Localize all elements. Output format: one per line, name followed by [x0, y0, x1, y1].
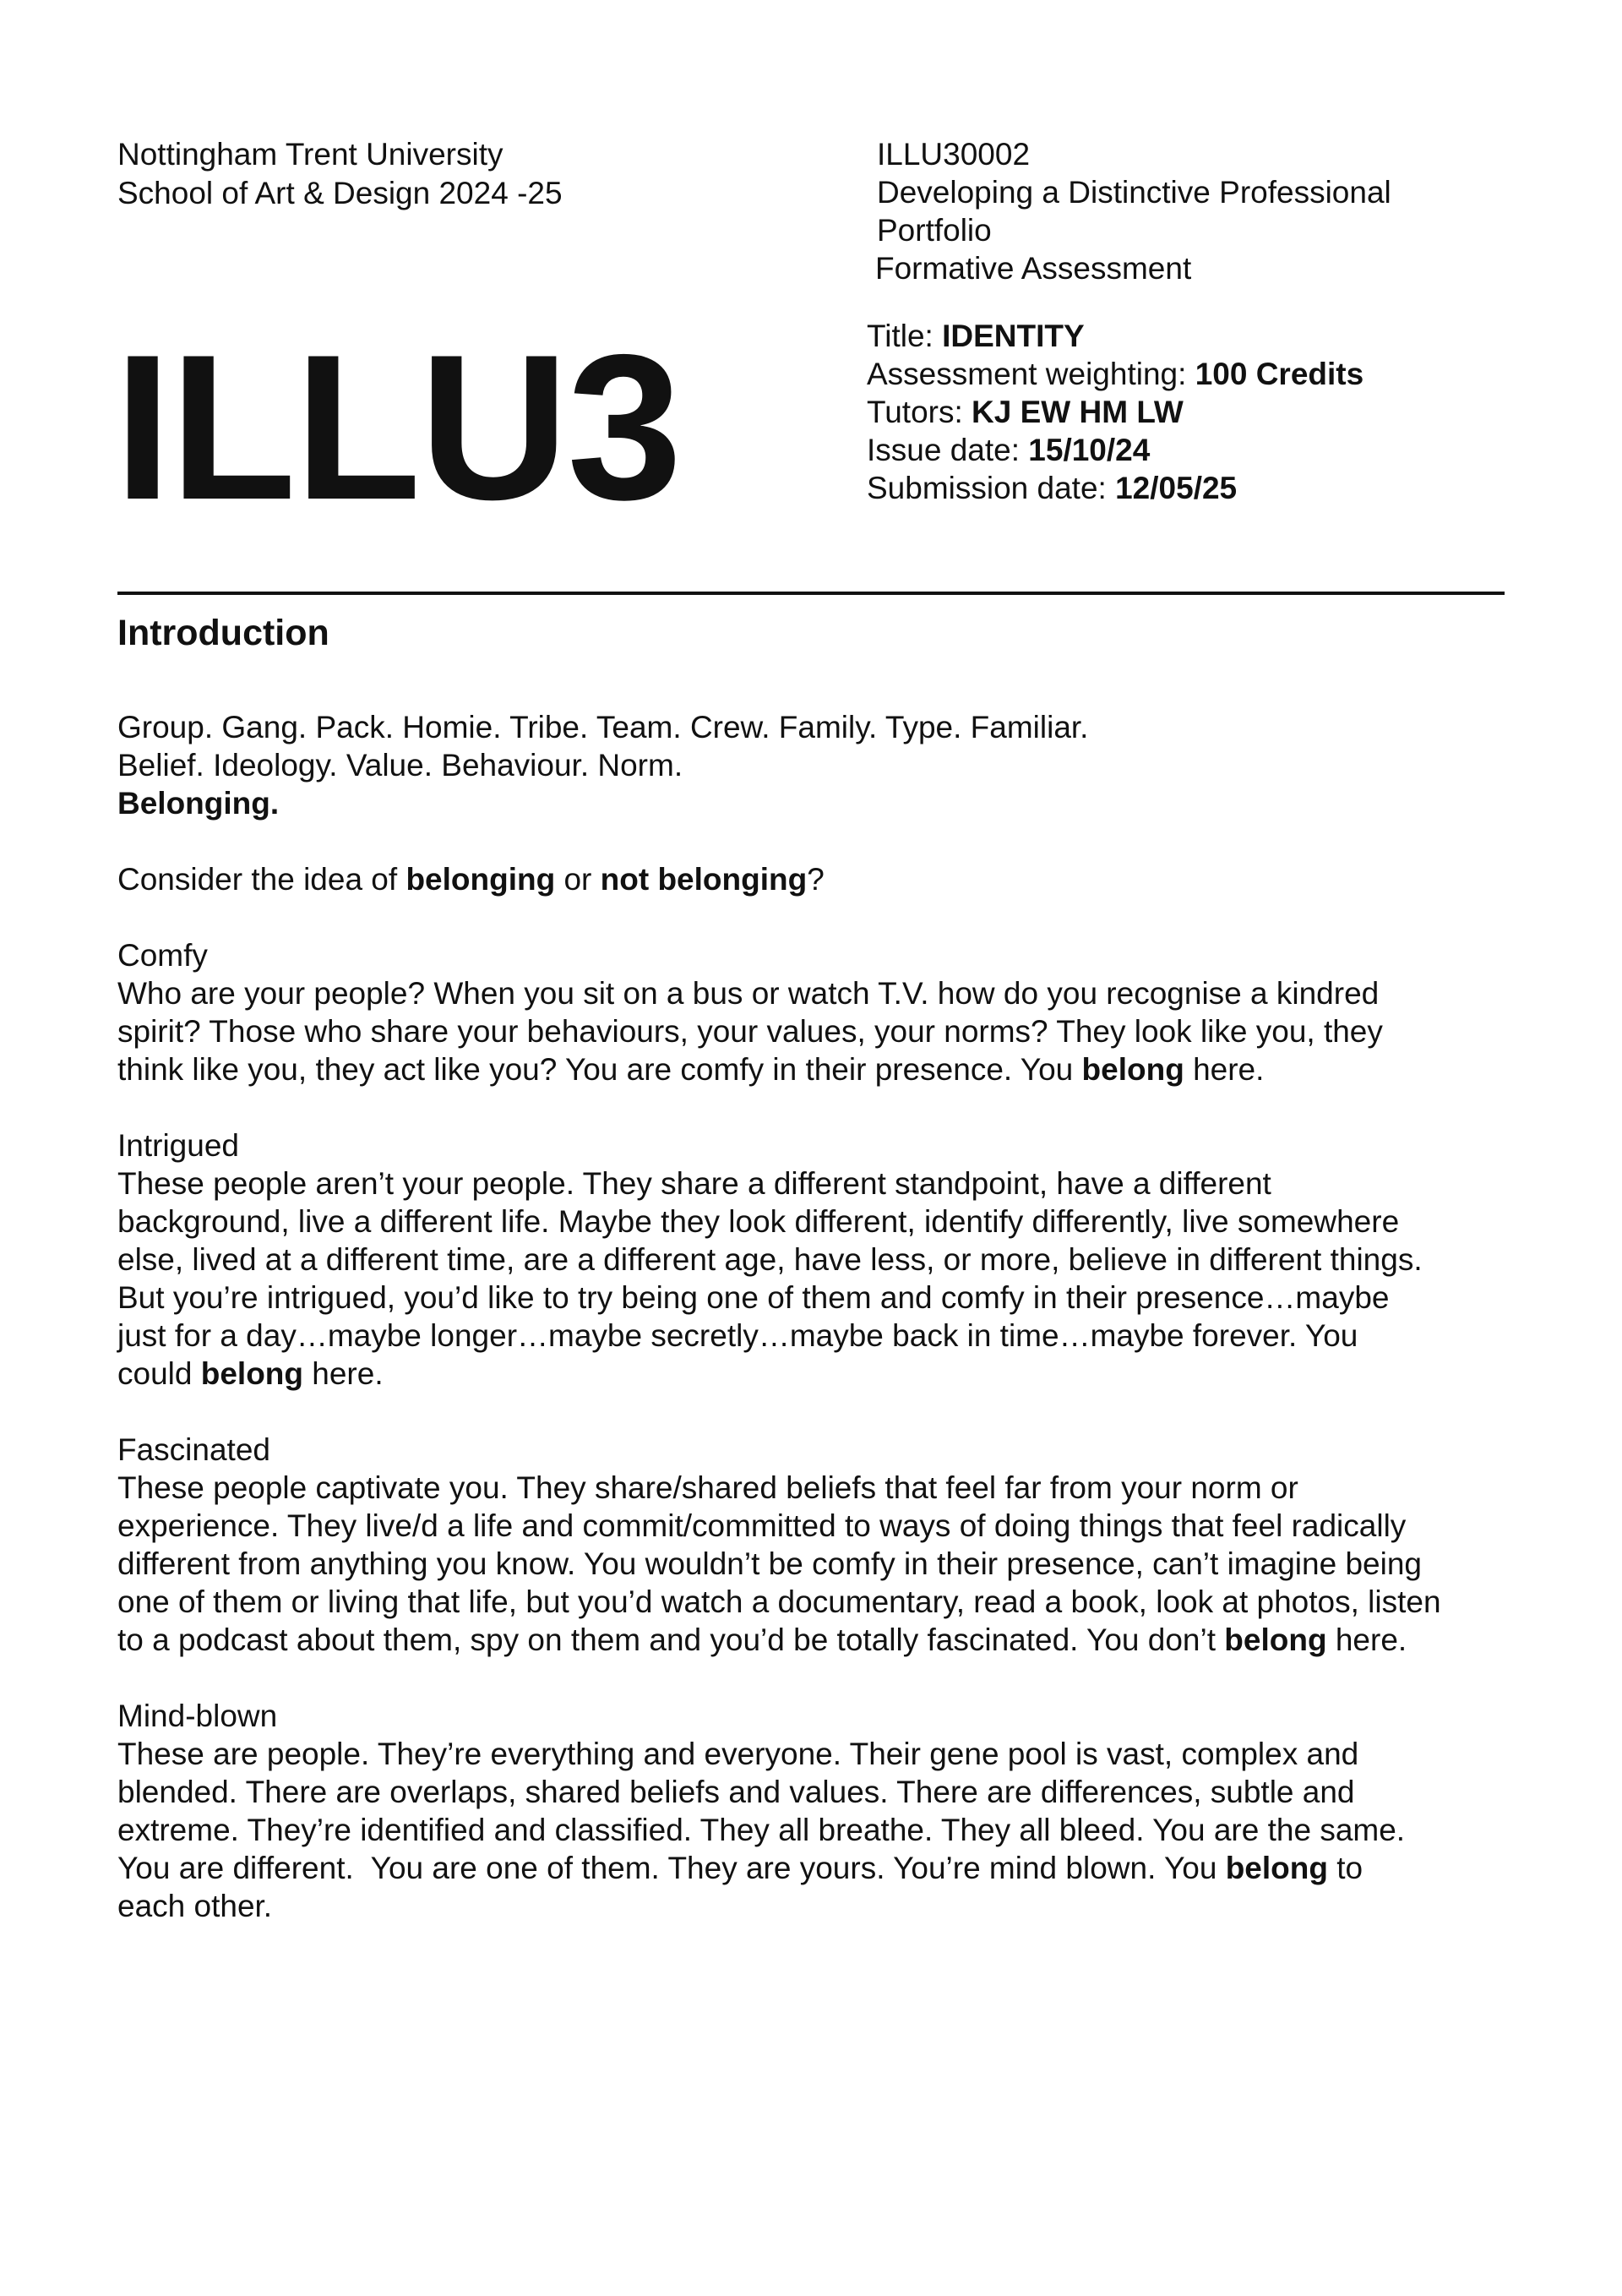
consider-text-1: Consider the idea of — [117, 862, 406, 897]
comfy-line-1: Who are your people? When you sit on a bus or watch T.V. how do you recognise a kindred — [117, 976, 1380, 1011]
institution-name: Nottingham Trent University — [117, 137, 503, 172]
keywords-paragraph — [117, 708, 1520, 822]
submission-date-row — [867, 469, 1363, 507]
mindblown-belong: belong — [1225, 1851, 1328, 1885]
title-row — [867, 317, 1363, 355]
mindblown-heading: Mind-blown — [117, 1699, 278, 1733]
weighting-row — [867, 355, 1363, 393]
mindblown-line-5: each other. — [117, 1889, 273, 1923]
comfy-heading: Comfy — [117, 938, 208, 973]
intrigued-line-5: just for a day…maybe longer…maybe secretly…maybe back in time…maybe forever. You — [117, 1318, 1358, 1353]
introduction-heading: Introduction — [117, 613, 329, 653]
fascinated-belong: belong — [1224, 1622, 1327, 1657]
comfy-belong: belong — [1081, 1052, 1184, 1087]
consider-text-2: or — [555, 862, 601, 897]
intrigued-line-6 — [117, 1355, 1520, 1393]
weighting-value: 100 Credits — [1195, 357, 1364, 391]
issue-date-row — [867, 431, 1363, 469]
consider-paragraph — [117, 860, 1520, 898]
intrigued-line-4: But you’re intrigued, you’d like to try being one of them and comfy in their presence…maybe — [117, 1280, 1390, 1315]
mindblown-line-4-end: to — [1327, 1851, 1363, 1885]
module-code: ILLU30002 — [877, 137, 1031, 172]
intrigued-heading: Intrigued — [117, 1128, 239, 1163]
submission-date-label: Submission date: — [867, 471, 1116, 505]
title-label: Title: — [867, 319, 943, 353]
issue-date-label: Issue date: — [867, 433, 1029, 467]
brief-body — [117, 708, 1520, 1963]
fascinated-line-4: one of them or living that life, but you’d watch a documentary, read a book, look at photos, listen — [117, 1584, 1441, 1619]
intrigued-line-6-text: could — [117, 1356, 201, 1391]
module-level-title: ILLU3 — [114, 311, 681, 543]
mindblown-line-2: blended. There are overlaps, shared beliefs and values. There are differences, subtle and — [117, 1775, 1355, 1809]
consider-bold-2: not belonging — [600, 862, 808, 897]
intrigued-line-6-end: here. — [303, 1356, 384, 1391]
module-title-line-2: Portfolio — [877, 213, 992, 248]
keywords-line-2: Belief. Ideology. Value. Behaviour. Norm. — [117, 748, 683, 783]
tutors-label: Tutors: — [867, 395, 972, 429]
issue-date-value: 15/10/24 — [1028, 433, 1151, 467]
intrigued-belong: belong — [200, 1356, 303, 1391]
comfy-section — [117, 936, 1520, 1088]
module-title-line-1: Developing a Distinctive Professional — [877, 175, 1391, 210]
school-name: School of Art & Design 2024 -25 — [117, 176, 563, 210]
comfy-line-3 — [117, 1050, 1520, 1088]
fascinated-line-5 — [117, 1621, 1520, 1659]
keywords-line-1: Group. Gang. Pack. Homie. Tribe. Team. Crew. Family. Type. Familiar. — [117, 710, 1089, 744]
keywords-line-3: Belonging. — [117, 786, 280, 821]
tutors-value: KJ EW HM LW — [972, 395, 1184, 429]
comfy-line-3-end: here. — [1184, 1052, 1265, 1087]
intrigued-line-3: else, lived at a different time, are a different age, have less, or more, believe in different things. — [117, 1242, 1423, 1277]
intrigued-line-2: background, live a different life. Maybe they look different, identify differently, live somewhere — [117, 1204, 1400, 1239]
title-value: IDENTITY — [942, 319, 1085, 353]
intrigued-line-1: These people aren’t your people. They share a different standpoint, have a different — [117, 1166, 1271, 1201]
mindblown-line-4-text: You are different. You are one of them. They are yours. You’re mind blown. You — [117, 1851, 1226, 1885]
institution-block — [117, 135, 563, 213]
fascinated-section — [117, 1431, 1520, 1659]
weighting-label: Assessment weighting: — [867, 357, 1195, 391]
mindblown-line-3: extreme. They’re identified and classified. They all breathe. They all bleed. You are the same. — [117, 1813, 1406, 1847]
intrigued-section — [117, 1126, 1520, 1393]
submission-date-value: 12/05/25 — [1115, 471, 1238, 505]
fascinated-line-5-end: here. — [1326, 1622, 1407, 1657]
section-divider — [117, 592, 1505, 595]
comfy-line-2: spirit? Those who share your behaviours, your values, your norms? They look like you, they — [117, 1014, 1383, 1049]
consider-text-3: ? — [807, 862, 825, 897]
fascinated-heading: Fascinated — [117, 1432, 270, 1467]
comfy-line-3-text: think like you, they act like you? You are comfy in their presence. You — [117, 1052, 1082, 1087]
assessment-type: Formative Assessment — [875, 251, 1192, 286]
mindblown-section — [117, 1697, 1520, 1925]
mindblown-line-4 — [117, 1849, 1520, 1887]
assessment-details — [867, 317, 1363, 507]
fascinated-line-5-text: to a podcast about them, spy on them and you’d be totally fascinated. You don’t — [117, 1622, 1225, 1657]
tutors-row — [867, 393, 1363, 431]
consider-bold-1: belonging — [406, 862, 556, 897]
mindblown-line-1: These are people. They’re everything and everyone. Their gene pool is vast, complex and — [117, 1737, 1359, 1771]
module-block — [877, 135, 1468, 287]
fascinated-line-1: These people captivate you. They share/shared beliefs that feel far from your norm or — [117, 1470, 1298, 1505]
fascinated-line-2: experience. They live/d a life and commit/committed to ways of doing things that feel radically — [117, 1508, 1407, 1543]
fascinated-line-3: different from anything you know. You wouldn’t be comfy in their presence, can’t imagine being — [117, 1546, 1422, 1581]
